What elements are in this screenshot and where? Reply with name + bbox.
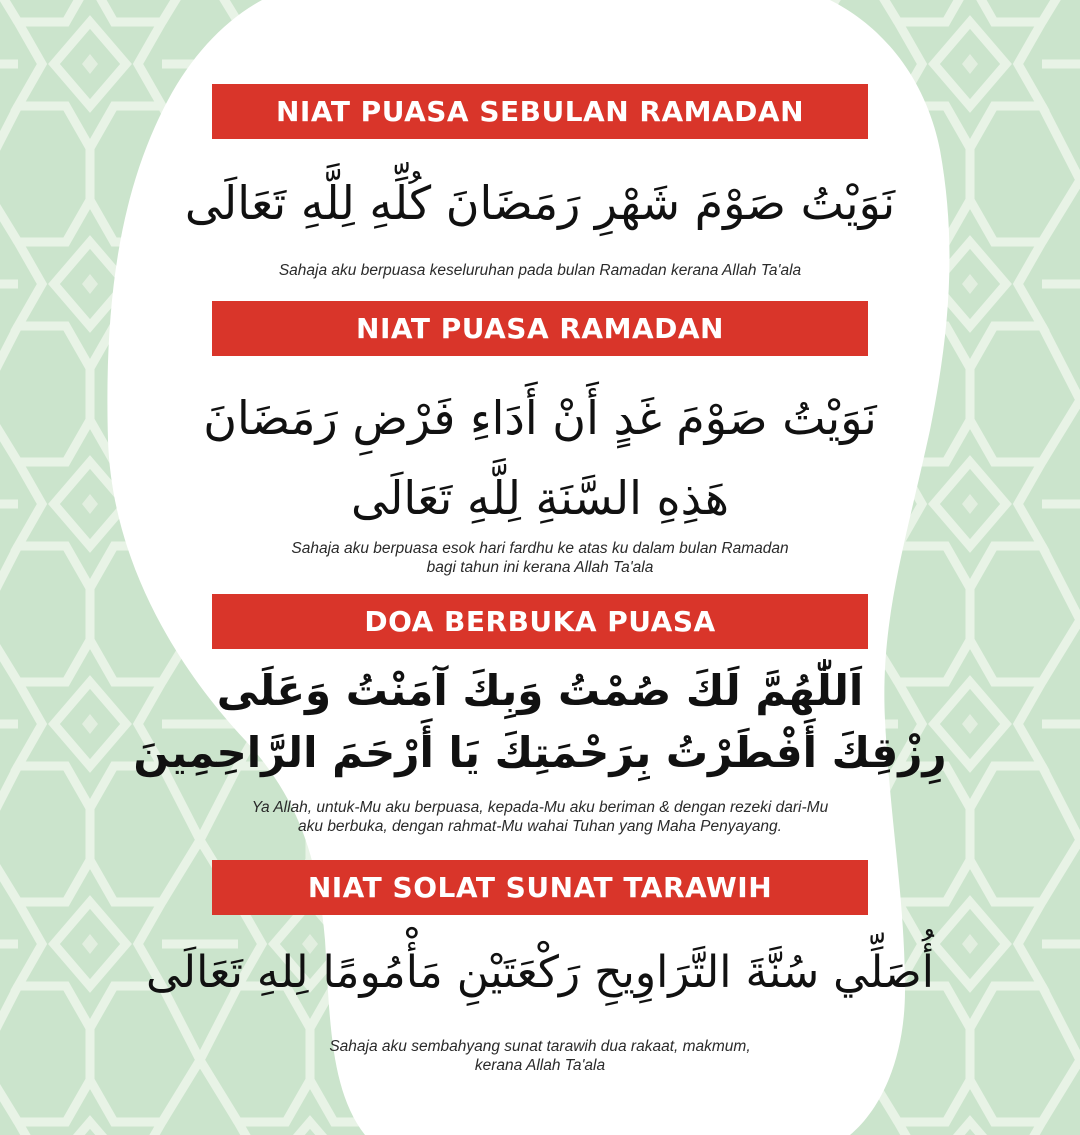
arabic-line: هَذِهِ السَّنَةِ لِلَّهِ تَعَالَى: [350, 471, 730, 525]
section-title-niat-puasa-sebulan: NIAT PUASA SEBULAN RAMADAN: [212, 84, 868, 139]
translation-line: bagi tahun ini kerana Allah Ta'ala: [426, 559, 654, 576]
section-title-niat-puasa-ramadan: NIAT PUASA RAMADAN: [212, 301, 868, 356]
arabic-line: اَللّٰهُمَّ لَكَ صُمْتُ وَبِكَ آمَنْتُ وَعَلَى: [216, 666, 864, 715]
translation-line: Sahaja aku berpuasa keseluruhan pada bulan Ramadan kerana Allah Ta'ala: [278, 262, 802, 279]
arabic-text-doa-berbuka: [130, 660, 950, 784]
section-title-niat-tarawih: NIAT SOLAT SUNAT TARAWIH: [212, 860, 868, 915]
arabic-line: نَوَيْتُ صَوْمَ غَدٍ أَنْ أَدَاءِ فَرْضِ رَمَضَانَ: [203, 391, 877, 445]
translation-line: Ya Allah, untuk-Mu aku berpuasa, kepada-Mu aku beriman & dengan rezeki dari-Mu: [251, 799, 829, 816]
translation-line: aku berbuka, dengan rahmat-Mu wahai Tuhan yang Maha Penyayang.: [298, 818, 782, 835]
translation-niat-sebulan: [150, 261, 930, 280]
section-title-doa-berbuka: DOA BERBUKA PUASA: [212, 594, 868, 649]
translation-doa-berbuka: [140, 798, 940, 836]
translation-line: kerana Allah Ta'ala: [474, 1057, 606, 1074]
arabic-text-niat-ramadan: [130, 378, 950, 538]
translation-niat-ramadan: [150, 539, 930, 577]
arabic-text-niat-sebulan: نَوَيْتُ صَوْمَ شَهْرِ رَمَضَانَ كُلِّهِ لِلَّهِ تَعَالَى: [184, 176, 896, 230]
arabic-text-niat-tarawih: أُصَلِّي سُنَّةَ التَّرَاوِيحِ رَكْعَتَيْنِ مَأْمُومًا لِلهِ تَعَالَى: [145, 947, 935, 998]
translation-line: Sahaja aku berpuasa esok hari fardhu ke atas ku dalam bulan Ramadan: [291, 540, 789, 557]
arabic-line: رِزْقِكَ أَفْطَرْتُ بِرَحْمَتِكَ يَا أَرْحَمَ الرَّاحِمِينَ: [133, 728, 947, 777]
translation-niat-tarawih: [150, 1037, 930, 1075]
translation-line: Sahaja aku sembahyang sunat tarawih dua rakaat, makmum,: [329, 1038, 751, 1055]
